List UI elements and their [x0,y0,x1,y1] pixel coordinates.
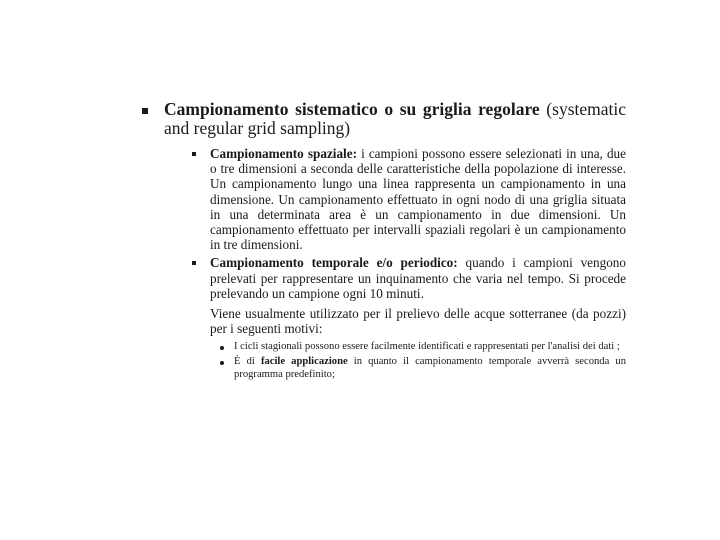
square-bullet-icon [142,108,148,114]
slide-content [140,100,626,383]
square-bullet-icon [192,152,196,156]
sub-bullet-spatial [188,146,626,252]
main-bullet-text [164,100,626,138]
reason-item [218,356,626,381]
reason-text: I cicli stagionali possono essere facilmente identificati e rappresentati per l'analisi dei dati ; [234,341,620,353]
main-bullet-rest: (systematic and regular grid sampling) [164,99,627,138]
main-bullet [140,100,626,381]
sub-bullet-text [210,255,626,301]
dot-bullet-icon [220,346,224,350]
reason-item [218,341,626,354]
reason-pre: È di [234,356,261,368]
reasons-list [188,341,626,381]
reason-bold: facile applicazione [260,356,348,368]
dot-bullet-icon [220,361,224,365]
sub-bullet-bold: Campionamento temporale e/o periodico: [210,255,458,271]
usage-intro: Viene usualmente utilizzato per il prelievo delle acque sotterranee (da pozzi) per i seguenti motivi: [210,306,626,337]
square-bullet-icon [192,261,196,265]
main-bullet-bold: Campionamento sistematico o su griglia regolare [164,99,540,119]
reason-post: in quanto il campionamento temporale avverrà seconda un programma predefinito; [234,356,626,380]
reason-text [234,356,626,381]
sub-bullet-bold: Campionamento spaziale: [210,146,357,161]
sub-bullet-temporal [188,255,626,301]
sub-bullet-rest: quando i campioni vengono prelevati per rappresentare un inquinamento che varia nel tempo. Si procede prelevando un campione ogni 10 minuti. [210,255,626,301]
sub-bullet-rest: i campioni possono essere selezionati in una, due o tre dimensioni a seconda delle caratteristiche della popolazione di interesse. Un campionamento lungo una linea rappresenta un campionamento in una dimensione. Un campionamento effettuato in ogni nodo di una griglia situata in una determinata area è un campionamento in due dimensioni. Un campionamento effettuato per intervalli spaziali regolari è un campionamento in tre dimensioni. [210,146,626,253]
sub-bullet-text [210,146,626,252]
sub-bullet-list [164,146,626,381]
